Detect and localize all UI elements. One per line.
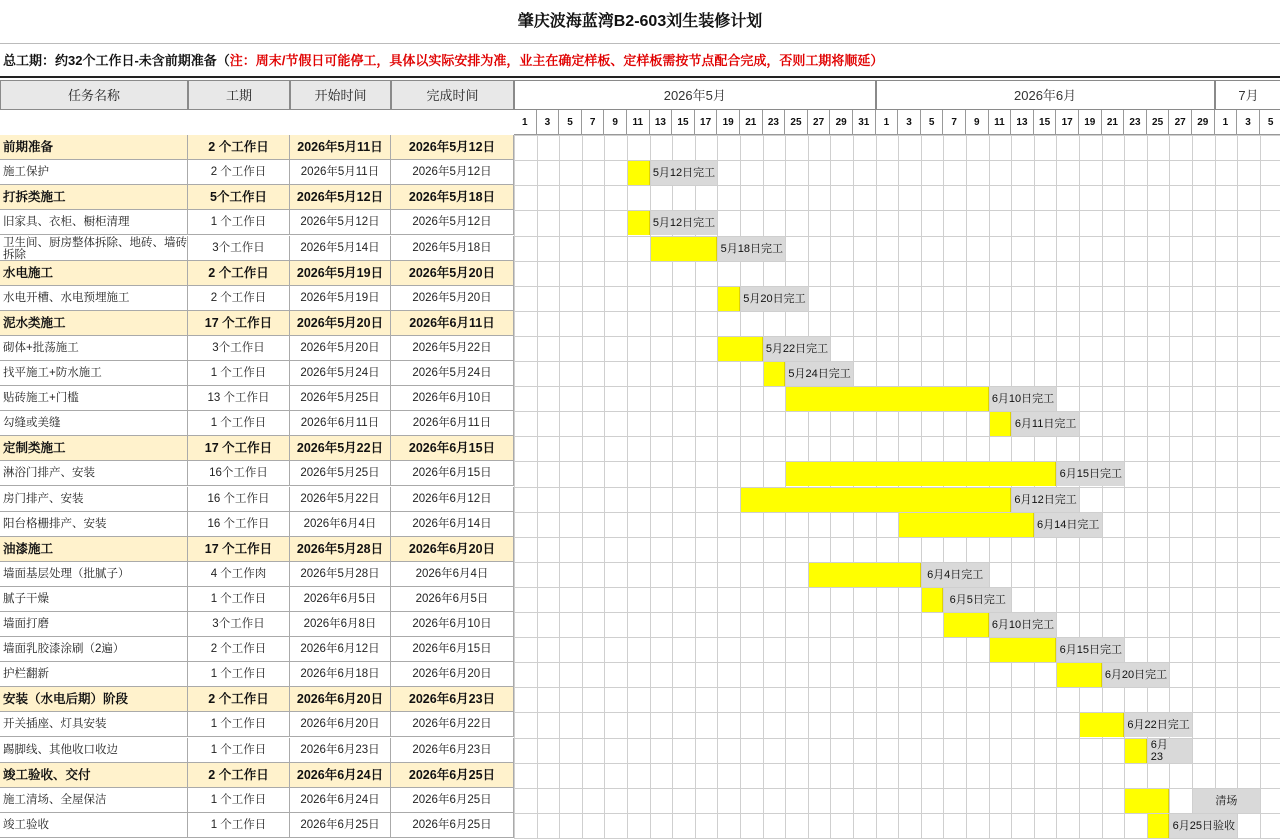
month-header: 2026年6月 <box>876 80 1215 110</box>
gantt-bar[interactable] <box>1148 814 1170 838</box>
day-header: 3 <box>898 110 921 135</box>
grid-hline <box>514 336 1280 337</box>
group-name[interactable]: 安装（水电后期）阶段 <box>0 687 188 712</box>
grid-hline <box>514 286 1280 287</box>
group-start: 2026年5月28日 <box>290 537 391 562</box>
task-start: 2026年5月22日 <box>290 487 391 512</box>
completion-label: 6月10日完工 <box>990 613 1057 637</box>
day-header: 9 <box>604 110 627 135</box>
group-end: 2026年5月18日 <box>391 185 514 210</box>
gantt-bar[interactable] <box>1080 713 1124 737</box>
day-header: 7 <box>582 110 605 135</box>
completion-label: 6月11日完工 <box>1012 412 1079 436</box>
task-dur: 3个工作日 <box>188 336 290 361</box>
day-header: 15 <box>1034 110 1057 135</box>
group-start: 2026年5月12日 <box>290 185 391 210</box>
duration-notice <box>0 44 1280 78</box>
day-header: 29 <box>830 110 853 135</box>
group-dur: 5个工作日 <box>188 185 290 210</box>
task-name[interactable]: 墙面打磨 <box>0 612 188 637</box>
task-name[interactable]: 施工清场、全屋保洁 <box>0 788 188 813</box>
task-start: 2026年6月23日 <box>290 738 391 763</box>
task-end: 2026年6月15日 <box>391 461 514 486</box>
completion-label: 6月22日完工 <box>1125 713 1192 737</box>
day-header: 11 <box>627 110 650 135</box>
group-start: 2026年5月22日 <box>290 436 391 461</box>
task-end: 2026年6月15日 <box>391 637 514 662</box>
task-start: 2026年5月14日 <box>290 236 391 261</box>
task-dur: 3个工作日 <box>188 612 290 637</box>
task-end: 2026年6月14日 <box>391 512 514 537</box>
day-header: 19 <box>1079 110 1102 135</box>
task-name[interactable]: 贴砖施工+门槛 <box>0 386 188 411</box>
task-start: 2026年6月8日 <box>290 612 391 637</box>
group-dur: 2 个工作日 <box>188 135 290 160</box>
task-dur: 1 个工作日 <box>188 361 290 386</box>
task-dur: 16 个工作日 <box>188 487 290 512</box>
task-name[interactable]: 护栏翻新 <box>0 662 188 687</box>
task-end: 2026年6月10日 <box>391 386 514 411</box>
group-name[interactable]: 定制类施工 <box>0 436 188 461</box>
month-header: 7月 <box>1215 80 1280 110</box>
gantt-bar[interactable] <box>990 412 1012 436</box>
day-header: 25 <box>1147 110 1170 135</box>
task-dur: 1 个工作日 <box>188 587 290 612</box>
day-header: 19 <box>717 110 740 135</box>
day-header: 9 <box>966 110 989 135</box>
completion-label: 6月20日完工 <box>1103 663 1170 687</box>
task-name[interactable]: 勾缝或美缝 <box>0 411 188 436</box>
grid-hline <box>514 135 1280 136</box>
group-end: 2026年6月25日 <box>391 763 514 788</box>
group-dur: 17 个工作日 <box>188 537 290 562</box>
task-name[interactable]: 房门排产、安装 <box>0 487 188 512</box>
completion-label: 6月 23 <box>1148 739 1192 763</box>
task-start: 2026年5月11日 <box>290 160 391 185</box>
task-name[interactable]: 踢脚线、其他收口收边 <box>0 738 188 763</box>
grid-hline <box>514 311 1280 312</box>
task-dur: 16个工作日 <box>188 461 290 486</box>
completion-label: 6月15日完工 <box>1057 638 1124 662</box>
group-end: 2026年5月20日 <box>391 261 514 286</box>
task-start: 2026年5月25日 <box>290 386 391 411</box>
grid-hline <box>514 763 1280 764</box>
grid-hline <box>514 411 1280 412</box>
group-start: 2026年5月19日 <box>290 261 391 286</box>
task-end: 2026年6月22日 <box>391 712 514 737</box>
gantt-bar[interactable] <box>899 513 1034 537</box>
task-end: 2026年6月23日 <box>391 738 514 763</box>
grid-hline <box>514 236 1280 237</box>
task-end: 2026年5月22日 <box>391 336 514 361</box>
day-header: 13 <box>650 110 673 135</box>
task-end: 2026年5月20日 <box>391 286 514 311</box>
group-start: 2026年6月24日 <box>290 763 391 788</box>
task-end: 2026年5月18日 <box>391 236 514 261</box>
day-header: 25 <box>785 110 808 135</box>
notice-prefix: 总工期：约32个工作日-未含前期准备（ <box>3 53 230 68</box>
day-header: 27 <box>1169 110 1192 135</box>
completion-label: 6月25日验收 <box>1170 814 1237 838</box>
day-header: 21 <box>740 110 763 135</box>
day-header: 13 <box>1011 110 1034 135</box>
task-name[interactable]: 施工保护 <box>0 160 188 185</box>
task-name[interactable]: 水电开槽、水电预埋施工 <box>0 286 188 311</box>
gantt-bar[interactable] <box>764 362 786 386</box>
task-dur: 1 个工作日 <box>188 788 290 813</box>
task-start: 2026年5月25日 <box>290 461 391 486</box>
day-header: 7 <box>943 110 966 135</box>
gantt-bar[interactable] <box>628 211 650 235</box>
task-end: 2026年6月25日 <box>391 813 514 838</box>
day-header: 29 <box>1192 110 1215 135</box>
task-dur: 4 个工作肉 <box>188 562 290 587</box>
task-dur: 1 个工作日 <box>188 210 290 235</box>
task-dur: 1 个工作日 <box>188 411 290 436</box>
task-start: 2026年5月19日 <box>290 286 391 311</box>
grid-hline <box>514 436 1280 437</box>
group-start: 2026年5月20日 <box>290 311 391 336</box>
day-header: 15 <box>672 110 695 135</box>
completion-label: 5月22日完工 <box>764 337 831 361</box>
completion-label: 6月15日完工 <box>1057 462 1124 486</box>
group-name[interactable]: 竣工验收、交付 <box>0 763 188 788</box>
task-end: 2026年5月12日 <box>391 210 514 235</box>
day-header: 17 <box>1056 110 1079 135</box>
grid-hline <box>514 537 1280 538</box>
group-start: 2026年5月11日 <box>290 135 391 160</box>
task-dur: 1 个工作日 <box>188 738 290 763</box>
gantt-bar[interactable] <box>628 161 650 185</box>
group-dur: 2 个工作日 <box>188 763 290 788</box>
task-name[interactable]: 砌体+批荡施工 <box>0 336 188 361</box>
task-name[interactable]: 卫生间、厨房整体拆除、地砖、墙砖拆除 <box>0 236 188 261</box>
group-end: 2026年6月20日 <box>391 537 514 562</box>
task-name[interactable]: 开关插座、灯具安装 <box>0 712 188 737</box>
grid-hline <box>514 612 1280 613</box>
group-end: 2026年5月12日 <box>391 135 514 160</box>
group-dur: 17 个工作日 <box>188 436 290 461</box>
task-start: 2026年5月20日 <box>290 336 391 361</box>
task-dur: 1 个工作日 <box>188 813 290 838</box>
task-end: 2026年5月12日 <box>391 160 514 185</box>
task-start: 2026年6月18日 <box>290 662 391 687</box>
page-title: 肇庆波海蓝湾B2-603刘生装修计划 <box>0 0 1280 44</box>
task-end: 2026年5月24日 <box>391 361 514 386</box>
header-duration[interactable]: 工期 <box>188 80 290 110</box>
completion-label: 5月24日完工 <box>786 362 853 386</box>
day-header: 27 <box>808 110 831 135</box>
task-start: 2026年5月12日 <box>290 210 391 235</box>
day-header: 23 <box>763 110 786 135</box>
group-name[interactable]: 油漆施工 <box>0 537 188 562</box>
task-start: 2026年5月24日 <box>290 361 391 386</box>
day-header: 5 <box>1260 110 1280 135</box>
grid-hline <box>514 261 1280 262</box>
task-dur: 2 个工作日 <box>188 637 290 662</box>
task-end: 2026年6月4日 <box>391 562 514 587</box>
header-start[interactable]: 开始时间 <box>290 80 391 110</box>
task-start: 2026年6月5日 <box>290 587 391 612</box>
task-start: 2026年6月20日 <box>290 712 391 737</box>
grid-hline <box>514 687 1280 688</box>
gantt-bar[interactable] <box>718 287 740 311</box>
task-name[interactable]: 腻子干燥 <box>0 587 188 612</box>
task-name[interactable]: 竣工验收 <box>0 813 188 838</box>
month-header: 2026年5月 <box>514 80 876 110</box>
day-header: 1 <box>876 110 899 135</box>
header-task[interactable]: 任务名称 <box>0 80 188 110</box>
group-name[interactable]: 前期准备 <box>0 135 188 160</box>
task-dur: 13 个工作日 <box>188 386 290 411</box>
gantt-bar[interactable] <box>990 638 1057 662</box>
task-dur: 3个工作日 <box>188 236 290 261</box>
day-header: 1 <box>514 110 537 135</box>
task-start: 2026年6月12日 <box>290 637 391 662</box>
group-start: 2026年6月20日 <box>290 687 391 712</box>
group-name[interactable]: 水电施工 <box>0 261 188 286</box>
gantt-bar[interactable] <box>809 563 921 587</box>
gantt-bar[interactable] <box>718 337 762 361</box>
group-dur: 2 个工作日 <box>188 687 290 712</box>
grid-hline <box>514 512 1280 513</box>
completion-label: 6月10日完工 <box>990 387 1057 411</box>
group-name[interactable]: 打拆类施工 <box>0 185 188 210</box>
day-header: 23 <box>1124 110 1147 135</box>
group-end: 2026年6月15日 <box>391 436 514 461</box>
task-end: 2026年6月11日 <box>391 411 514 436</box>
task-dur: 2 个工作日 <box>188 160 290 185</box>
group-end: 2026年6月23日 <box>391 687 514 712</box>
completion-label: 6月5日完工 <box>944 588 1011 612</box>
gantt-bar[interactable] <box>786 462 1056 486</box>
day-header: 17 <box>695 110 718 135</box>
completion-label: 5月12日完工 <box>651 161 718 185</box>
task-end: 2026年6月10日 <box>391 612 514 637</box>
task-end: 2026年6月12日 <box>391 487 514 512</box>
task-end: 2026年6月5日 <box>391 587 514 612</box>
day-header: 5 <box>921 110 944 135</box>
task-end: 2026年6月20日 <box>391 662 514 687</box>
day-header: 3 <box>1237 110 1260 135</box>
group-dur: 17 个工作日 <box>188 311 290 336</box>
day-header: 1 <box>1215 110 1238 135</box>
day-header: 31 <box>853 110 876 135</box>
day-header: 11 <box>989 110 1012 135</box>
gantt-bar[interactable] <box>1125 739 1147 763</box>
group-end: 2026年6月11日 <box>391 311 514 336</box>
task-start: 2026年6月24日 <box>290 788 391 813</box>
gantt-bar[interactable] <box>741 488 1011 512</box>
completion-label: 5月18日完工 <box>718 237 785 261</box>
task-end: 2026年6月25日 <box>391 788 514 813</box>
grid-hline <box>514 587 1280 588</box>
task-name[interactable]: 墙面基层处理（批腻子） <box>0 562 188 587</box>
gantt-bar[interactable] <box>944 613 988 637</box>
completion-label: 清场 <box>1193 789 1260 813</box>
day-header: 3 <box>537 110 560 135</box>
task-dur: 1 个工作日 <box>188 712 290 737</box>
gantt-bar[interactable] <box>786 387 988 411</box>
task-name[interactable]: 淋浴门排产、安装 <box>0 461 188 486</box>
completion-label: 5月20日完工 <box>741 287 808 311</box>
task-dur: 2 个工作日 <box>188 286 290 311</box>
gantt-bar[interactable] <box>922 588 944 612</box>
task-start: 2026年6月4日 <box>290 512 391 537</box>
completion-label: 5月12日完工 <box>651 211 718 235</box>
task-start: 2026年6月11日 <box>290 411 391 436</box>
task-name[interactable]: 找平施工+防水施工 <box>0 361 188 386</box>
gantt-bar[interactable] <box>1057 663 1101 687</box>
task-name[interactable]: 墙面乳胶漆涂刷（2遍） <box>0 637 188 662</box>
gantt-bar[interactable] <box>1125 789 1169 813</box>
notice-note: 注：周末/节假日可能停工，具体以实际安排为准，业主在确定样板、定样板需按节点配合完成，否则工期将顺延） <box>229 53 884 68</box>
task-name[interactable]: 阳台格栅排产、安装 <box>0 512 188 537</box>
group-dur: 2 个工作日 <box>188 261 290 286</box>
task-dur: 1 个工作日 <box>188 662 290 687</box>
task-start: 2026年5月28日 <box>290 562 391 587</box>
grid-hline <box>514 185 1280 186</box>
task-dur: 16 个工作日 <box>188 512 290 537</box>
gantt-bar[interactable] <box>651 237 718 261</box>
group-name[interactable]: 泥水类施工 <box>0 311 188 336</box>
day-header: 5 <box>559 110 582 135</box>
grid-hline <box>514 637 1280 638</box>
completion-label: 6月14日完工 <box>1035 513 1102 537</box>
header-end[interactable]: 完成时间 <box>391 80 514 110</box>
grid-hline <box>514 361 1280 362</box>
day-header: 21 <box>1102 110 1125 135</box>
completion-label: 6月4日完工 <box>922 563 989 587</box>
completion-label: 6月12日完工 <box>1012 488 1079 512</box>
task-name[interactable]: 旧家具、衣柜、橱柜清理 <box>0 210 188 235</box>
task-start: 2026年6月25日 <box>290 813 391 838</box>
